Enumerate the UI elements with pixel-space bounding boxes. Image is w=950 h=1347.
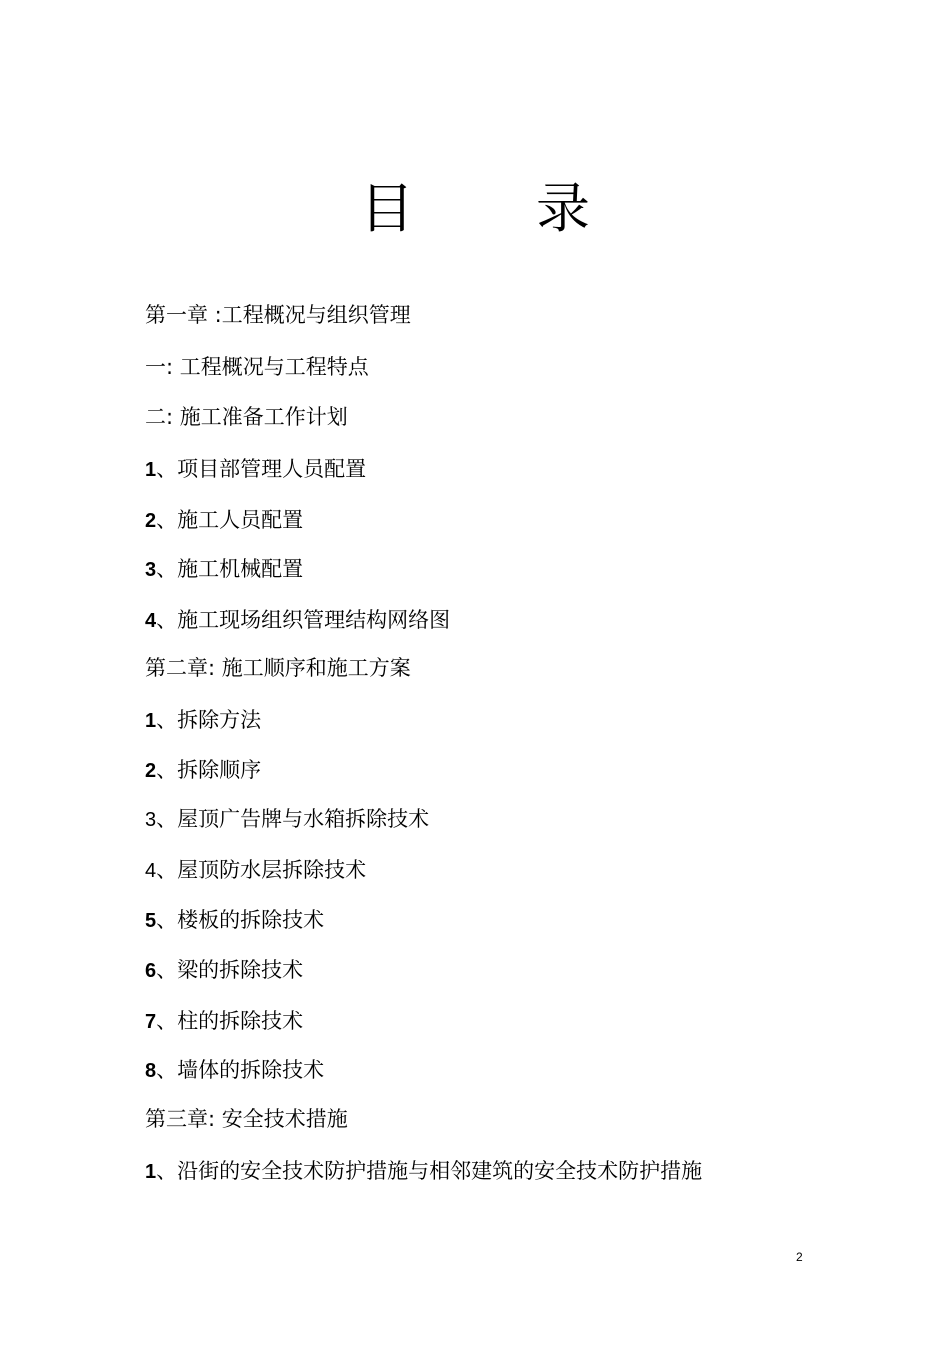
- toc-item-text: 、项目部管理人员配置: [156, 457, 367, 481]
- toc-item-number: 4: [145, 610, 157, 632]
- toc-item[interactable]: [145, 1055, 324, 1086]
- toc-item-text: 一: 工程概况与工程特点: [145, 355, 369, 379]
- toc-item-number: 6: [145, 960, 157, 982]
- toc-item-number: 3: [145, 809, 157, 831]
- toc-item-text: 、沿街的安全技术防护措施与相邻建筑的安全技术防护措施: [156, 1159, 703, 1183]
- toc-item[interactable]: [145, 955, 303, 986]
- toc-item[interactable]: [145, 905, 324, 936]
- toc-item-text: 、楼板的拆除技术: [156, 908, 325, 932]
- toc-item[interactable]: [145, 705, 261, 736]
- toc-item-number: 3: [145, 559, 157, 581]
- toc-item[interactable]: [145, 505, 303, 536]
- toc-item[interactable]: [145, 554, 303, 585]
- toc-item-text: 、柱的拆除技术: [156, 1009, 304, 1033]
- toc-item-text: 、施工人员配置: [156, 508, 304, 532]
- toc-item-text: 第二章: 施工顺序和施工方案: [145, 656, 411, 680]
- toc-item-number: 4: [145, 860, 157, 882]
- toc-item-text: 、施工机械配置: [156, 557, 304, 581]
- toc-item-number: 1: [145, 459, 157, 481]
- toc-item-text: 、屋顶广告牌与水箱拆除技术: [156, 807, 430, 831]
- toc-item-text: 第三章: 安全技术措施: [145, 1107, 348, 1131]
- toc-item[interactable]: [145, 653, 411, 683]
- toc-item[interactable]: [145, 605, 450, 636]
- toc-item-number: 2: [145, 510, 157, 532]
- toc-item[interactable]: [145, 402, 348, 432]
- toc-item-number: 5: [145, 910, 157, 932]
- toc-item-number: 1: [145, 1161, 157, 1183]
- title-char-1: 目: [360, 177, 414, 240]
- toc-item-number: 1: [145, 710, 157, 732]
- toc-item-number: 8: [145, 1060, 157, 1082]
- toc-item[interactable]: [145, 1156, 702, 1187]
- toc-item-text: 、屋顶防水层拆除技术: [156, 858, 367, 882]
- toc-item-text: 、拆除顺序: [156, 758, 262, 782]
- toc-item[interactable]: [145, 1104, 348, 1134]
- toc-item-number: 7: [145, 1011, 157, 1033]
- title-char-2: 录: [536, 177, 590, 240]
- page-title: [0, 176, 950, 242]
- toc-item[interactable]: [145, 300, 411, 330]
- toc-item-text: 、拆除方法: [156, 708, 262, 732]
- toc-item[interactable]: [145, 454, 366, 485]
- toc-item[interactable]: [145, 755, 261, 786]
- toc-item-text: 、墙体的拆除技术: [156, 1058, 325, 1082]
- toc-item-text: 二: 施工准备工作计划: [145, 405, 348, 429]
- toc-item-text: 、施工现场组织管理结构网络图: [156, 608, 451, 632]
- toc-item[interactable]: [145, 352, 369, 382]
- toc-item-text: 、梁的拆除技术: [156, 958, 304, 982]
- toc-item[interactable]: [145, 1006, 303, 1037]
- page-number: 2: [796, 1250, 803, 1264]
- toc-item-text: 第一章 :工程概况与组织管理: [145, 303, 411, 327]
- toc-item[interactable]: [145, 804, 429, 835]
- toc-item[interactable]: [145, 855, 366, 886]
- toc-item-number: 2: [145, 760, 157, 782]
